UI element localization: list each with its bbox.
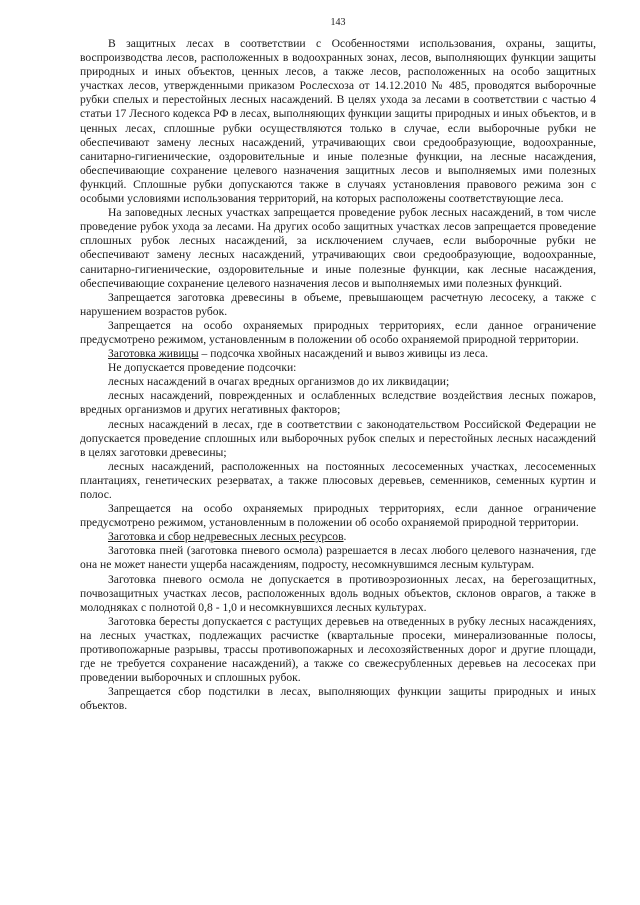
document-body xyxy=(80,37,596,714)
resin-rule-no-felling: лесных насаждений в лесах, где в соответствии с законодательством Российской Федерации не допускается проведение сплошных или выборочных рубок спелых и перестойных лесных насаждений в целях заготовки древесины; xyxy=(80,417,596,459)
resin-rule-protected-areas: Запрещается на особо охраняемых природных территориях, если данное ограничение предусмотрено режимом, установленным в положении об особо охраняемой природной территории. xyxy=(80,502,596,530)
page-number: 143 xyxy=(330,17,346,28)
nontimber-rule-stumps: Заготовка пней (заготовка пневого осмола) разрешается в лесах любого целевого назначения, где она не может нанести ущерба насаждениям, подросту, несомкнувшимся лесным культурам. xyxy=(80,544,596,572)
paragraph-protective-forests: В защитных лесах в соответствии с Особенностями использования, охраны, защиты, воспроизводства лесов, расположенных в водоохранных зонах, лесов, выполняющих функции защиты природных и иных объектов, ценных лесов, а также лесов, расположенных на особо защитных участках лесов, утвержденными приказом Рослесхоза от 14.12.2010 № 485, проводятся выборочные рубки спелых и перестойных лесных насаждений. В целях ухода за лесами в соответствии с частью 4 статьи 17 Лесного кодекса РФ в лесах, выполняющих функции защиты природных и иных объектов, и в ценных лесах, сплошные рубки осуществляются только в случае, если выборочные рубки не обеспечивают замену лесных насаждений, утрачивающих свои средообразующие, водоохранные, санитарно-гигиенические, оздоровительные и иные полезные функции, на лесные насаждения, обеспечивающие сохранение целевого назначения защитных лесов и выполняемых ими полезных функций. Сплошные рубки допускаются также в случаях установления правового режима зон с особыми условиями использования территорий, на которых расположены соответствующие леса. xyxy=(80,37,596,206)
paragraph-allowable-cut: Запрещается заготовка древесины в объеме, превышающем расчетную лесосеку, а также с нарушением возрастов рубок. xyxy=(80,290,596,318)
resin-rule-pests: лесных насаждений в очагах вредных организмов до их ликвидации; xyxy=(108,375,450,389)
nontimber-rule-litter: Запрещается сбор подстилки в лесах, выполняющих функции защиты природных и иных объектов. xyxy=(80,685,596,713)
resin-rule-intro: Не допускается проведение подсочки: xyxy=(108,361,297,375)
nontimber-heading: Заготовка и сбор недревесных лесных ресурсов xyxy=(108,530,344,544)
resin-rule-damaged: лесных насаждений, поврежденных и ослабленных вследствие воздействия лесных пожаров, вредных организмов и других негативных факторов; xyxy=(80,389,596,417)
nontimber-section-title xyxy=(80,530,596,544)
paragraph-reserved-plots: На заповедных лесных участках запрещается проведение рубок лесных насаждений, в том числе проведение рубок ухода за лесами. На других особо защитных участках лесов запрещается проведение сплошных рубок лесных насаждений, за исключением случаев, если выборочные рубки не обеспечивают замену лесных насаждений, утрачивающих свои средообразующие, водоохранные, санитарно-гигиенические, оздоровительные и иные полезные функции, как лесные насаждения, обеспечивающие сохранение целевого назначения лесов и выполняемых ими полезных функций. xyxy=(80,206,596,290)
nontimber-heading-suffix: . xyxy=(343,530,347,544)
resin-section-title xyxy=(80,347,596,361)
resin-rule-seed-plots: лесных насаждений, расположенных на постоянных лесосеменных участках, лесосеменных плантациях, генетических резерватах, а также плюсовых деревьев, семенников, семенных куртин и полос. xyxy=(80,459,596,501)
resin-definition: – подсочка хвойных насаждений и вывоз живицы из леса. xyxy=(198,347,489,361)
nontimber-rule-birch-bark: Заготовка бересты допускается с растущих деревьев на отведенных в рубку лесных насаждениях, на лесных участках, подлежащих расчистке (квартальные просеки, минерализованные полосы, противопожарные разрывы, трассы противопожарных и лесохозяйственных дорог и другие площади, где не требуется сохранение насаждений), а также со свежесрубленных деревьев на лесосеках при проведении выборочных и сплошных рубок. xyxy=(80,614,596,685)
nontimber-rule-stump-restrictions: Заготовка пневого осмола не допускается в противоэрозионных лесах, на берегозащитных, почвозащитных участках лесов, расположенных вдоль водных объектов, склонов оврагов, а также в молодняках с полнотой 0,8 - 1,0 и несомкнувшихся лесных культурах. xyxy=(80,572,596,614)
paragraph-protected-areas: Запрещается на особо охраняемых природных территориях, если данное ограничение предусмотрено режимом, установленным в положении об особо охраняемой природной территории. xyxy=(80,318,596,346)
resin-heading: Заготовка живицы xyxy=(108,347,199,361)
